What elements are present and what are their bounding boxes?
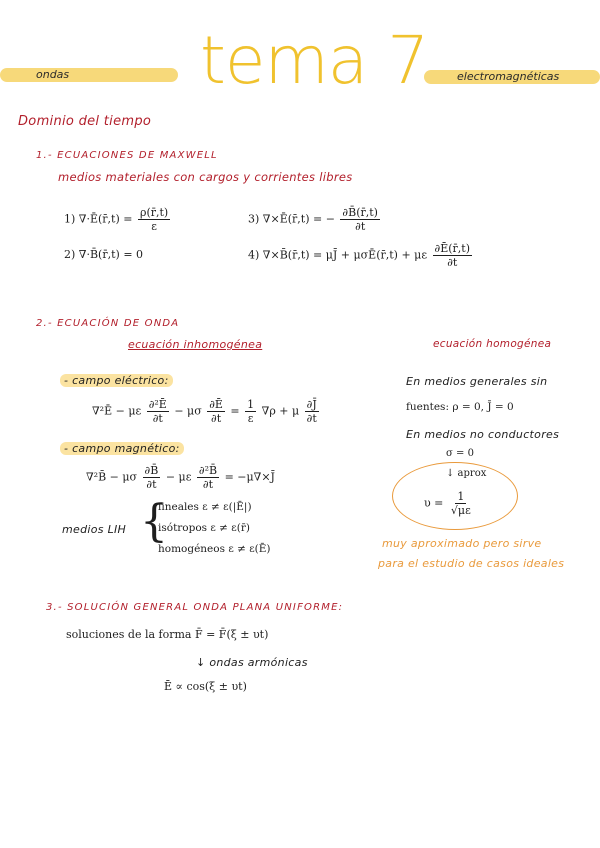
- maxwell-eq-2: [64, 248, 143, 261]
- s3-line-1: soluciones de la forma F̄ = F̄(ξ ± υt): [66, 628, 269, 641]
- right-line-2: fuentes: ρ = 0, J̄ = 0: [406, 401, 514, 413]
- efield-equation: ∇²Ē − με $\frac{\text{∂²Ē}}{\partial t}$ − μσ $\frac{\partial Ē}{\partial t}$ = $\frac{1}{\varepsilon}$ ∇ρ + μ $\frac{\partial J̄}{\partial t}$: [92, 398, 317, 425]
- s3-line-2: ↓ ondas armónicas: [196, 656, 308, 669]
- bfield-equation: ∇²B̄ − μσ $\frac{\partial B̄}{\partial t}$ − με $\frac{\text{∂²B̄}}{\partial t}$ = −μ∇×J̄: [86, 464, 275, 491]
- sigma-condition: σ = 0: [446, 448, 474, 459]
- eq1-lhs: ∇·Ē(r̄,t) =: [78, 212, 133, 226]
- s1-subtitle: medios materiales con cargos y corrientes libres: [58, 170, 353, 184]
- header-right-tag: electromagnéticas: [457, 70, 560, 83]
- efield-label: - campo eléctrico:: [60, 374, 173, 387]
- homogeneous-label: ecuación homogénea: [433, 338, 552, 350]
- lih-item: lineales ε ≠ ε(|Ē|): [158, 501, 252, 513]
- approx-arrow: ↓ aprox: [446, 468, 487, 479]
- right-line-1: En medios generales sin: [406, 375, 548, 388]
- maxwell-eq-1: [64, 206, 172, 233]
- page-title: tema 7: [200, 22, 429, 99]
- eq3-fraction: $\frac{\partial B̄(r̄,t)}{\partial t}$: [342, 206, 378, 233]
- s3-line-3: Ē ∝ cos(ξ ± υt): [164, 680, 247, 693]
- right-line-3: En medios no conductores: [406, 428, 560, 441]
- bfield-label: - campo magnético:: [60, 442, 184, 455]
- lih-brace: {: [140, 496, 168, 547]
- header-left-tag: ondas: [36, 68, 70, 81]
- lih-label: medios LIH: [62, 523, 127, 536]
- eq4-label: 4): [248, 248, 260, 262]
- maxwell-eq-3: [248, 206, 382, 233]
- approx-note-2: para el estudio de casos ideales: [378, 557, 565, 570]
- s3-title: 3.- SOLUCIÓN GENERAL ONDA PLANA UNIFORME:: [46, 602, 344, 613]
- eq4-fraction: $\frac{\partial Ē(r̄,t)}{\partial t}$: [434, 242, 471, 269]
- s2-title: 2.- ECUACIÓN DE ONDA: [36, 318, 180, 329]
- eq2-body: ∇·B̄(r̄,t) = 0: [78, 248, 144, 261]
- header-band-left: [0, 68, 178, 82]
- s1-title: 1.- ECUACIONES DE MAXWELL: [36, 150, 218, 161]
- eq1-label: 1): [64, 212, 76, 226]
- eq3-lhs: ∇×Ē(r̄,t) = −: [262, 212, 335, 226]
- eq3-label: 3): [248, 212, 260, 226]
- lih-item: isótropos ε ≠ ε(r̄): [158, 522, 250, 534]
- eq2-label: 2): [64, 248, 76, 261]
- maxwell-eq-4: [248, 242, 474, 269]
- eq1-fraction: $\frac{\rho(r̄,t)}{\varepsilon}$: [139, 206, 169, 233]
- eq4-lhs: ∇×B̄(r̄,t) = μJ̄ + μσĒ(r̄,t) + με: [262, 248, 428, 262]
- section-heading: Dominio del tiempo: [18, 114, 152, 129]
- inhomogeneous-label: ecuación inhomogénea: [128, 338, 263, 351]
- lih-item: homogéneos ε ≠ ε(Ē): [158, 543, 271, 555]
- approx-note-1: muy aproximado pero sirve: [382, 537, 542, 550]
- velocity-equation: υ = $\frac{1}{√\mu\varepsilon}$: [424, 490, 471, 517]
